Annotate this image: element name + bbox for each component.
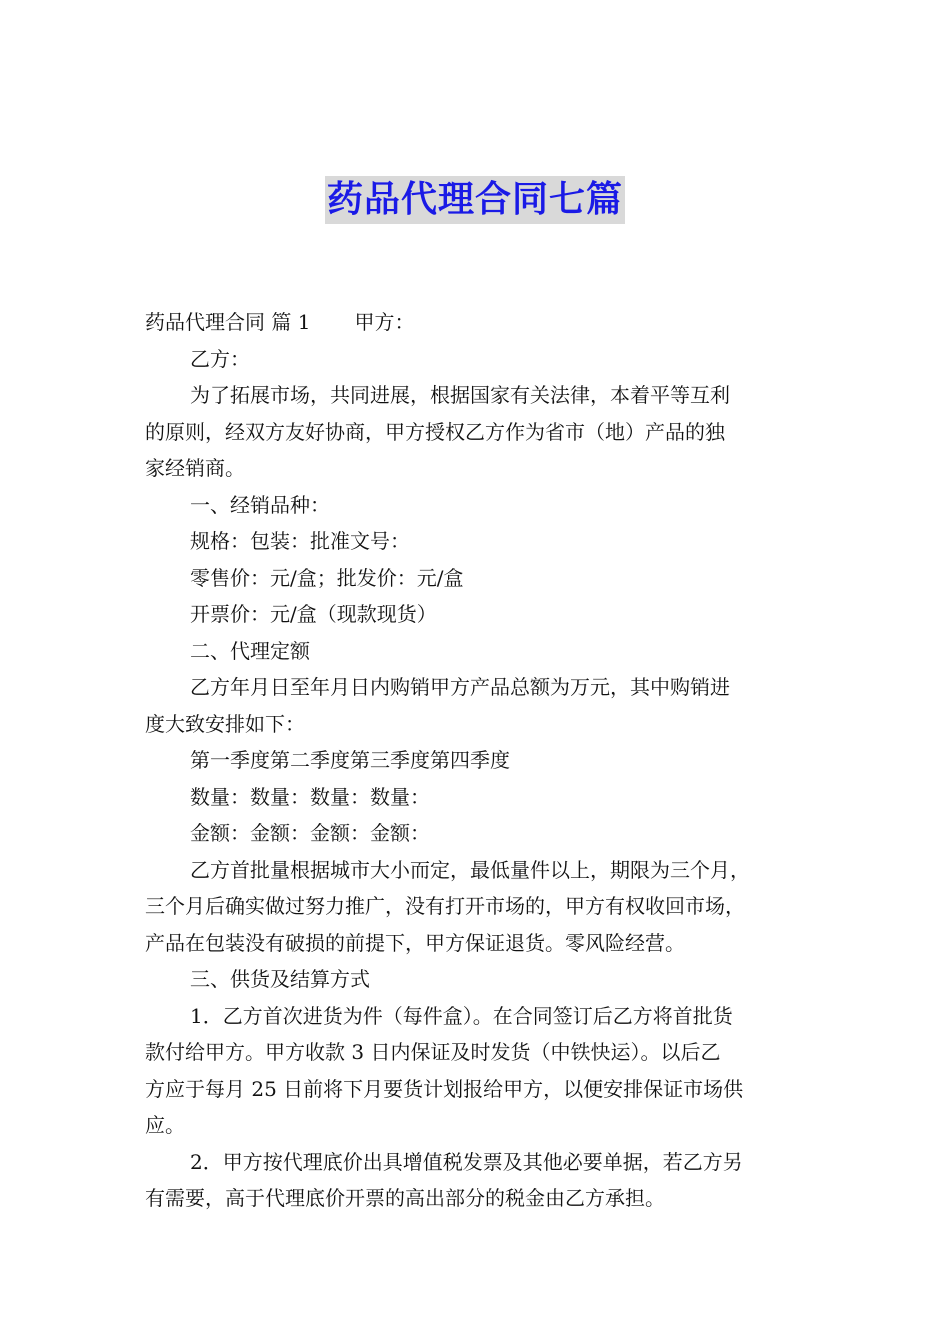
paragraph-line: 有需要，高于代理底价开票的高出部分的税金由乙方承担。 (145, 1186, 665, 1210)
paragraph-line: 三个月后确实做过努力推广，没有打开市场的，甲方有权收回市场， (145, 894, 745, 918)
section-heading: 一、经销品种： (190, 492, 330, 517)
paragraph-line: 1．乙方首次进货为件（每件盒）。在合同签订后乙方将首批货 (190, 1003, 733, 1028)
section-heading: 三、供货及结算方式 (190, 967, 370, 991)
paragraph-line: 方应于每月 25 日前将下月要货计划报给甲方，以便安排保证市场供 (145, 1076, 744, 1101)
contract-heading: 药品代理合同 篇 1 (145, 310, 311, 334)
paragraph-line: 2．甲方按代理底价出具增值税发票及其他必要单据，若乙方另 (190, 1149, 743, 1174)
paragraph-line: 的原则，经双方友好协商，甲方授权乙方作为省市（地）产品的独 (145, 419, 725, 444)
party-a-label: 甲方： (354, 310, 415, 334)
document-body (145, 304, 825, 1217)
section-heading: 二、代理定额 (190, 638, 310, 663)
paragraph-line: 为了拓展市场，共同进展，根据国家有关法律，本着平等互利 (190, 383, 730, 407)
paragraph-line: 乙方年月日至年月日内购销甲方产品总额为万元，其中购销进 (190, 675, 730, 699)
paragraph-line: 乙方首批量根据城市大小而定，最低量件以上，期限为三个月， (190, 857, 750, 882)
paragraph-line: 应。 (145, 1113, 185, 1137)
paragraph-line: 款付给甲方。甲方收款 3 日内保证及时发货（中铁快运）。以后乙 (145, 1040, 721, 1064)
paragraph-line: 开票价：元/盒（现款现货） (190, 602, 437, 626)
paragraph-line: 金额：金额：金额：金额： (190, 821, 430, 845)
paragraph-line: 第一季度第二季度第三季度第四季度 (190, 748, 510, 772)
party-b-label: 乙方： (190, 346, 250, 371)
paragraph-line: 家经销商。 (145, 456, 245, 480)
paragraph-line: 产品在包装没有破损的前提下，甲方保证退货。零风险经营。 (145, 930, 685, 955)
document-title: 药品代理合同七篇 (325, 176, 625, 224)
title-area (0, 176, 950, 224)
contract-heading-line (145, 304, 825, 341)
paragraph-line: 度大致安排如下： (145, 711, 305, 736)
paragraph-line: 规格：包装：批准文号： (190, 529, 410, 553)
paragraph-line: 零售价：元/盒；批发价：元/盒 (190, 565, 464, 590)
paragraph-line: 数量：数量：数量：数量： (190, 784, 430, 809)
